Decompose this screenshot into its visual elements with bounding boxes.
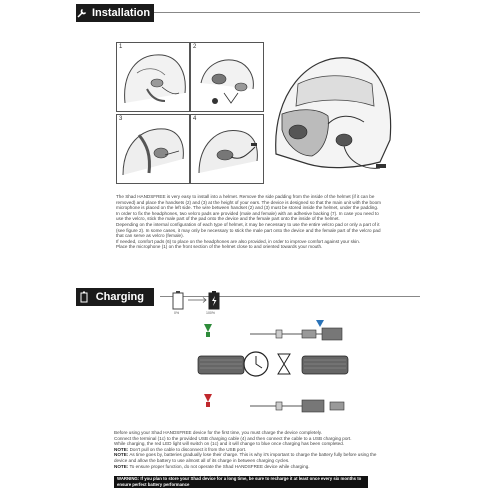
panel-number: 4 [193, 116, 197, 122]
clock-icon [244, 352, 268, 376]
install-panel-1 [116, 42, 190, 112]
wrench-icon [76, 4, 88, 22]
install-illustration-3 [117, 115, 189, 183]
install-illustration-2 [191, 43, 263, 111]
install-illustration-4 [191, 115, 263, 183]
helmet-illustration [268, 44, 398, 184]
installation-title: Installation [92, 7, 151, 19]
installation-paragraph: The Shad HANDSFREE is very easy to install into a helmet. Remove the side padding from the inside of the helmet (if it can be removed) and place the handsets (2) and (3) at the height of your ears. The device is designed so that the main unit with the boom microphone is placed on the left side. The wire between handset (2) and (3) must be stored inside the helmet, under the padding. In order to fix the headphones, two velcro pads are provided (male and female) with an adhesive backing (7). In case you need to use the velcro, stick the male part of the pad onto the device and the female part onto the inside of the helmet. [116, 194, 381, 222]
panel-number: 2 [193, 44, 197, 50]
battery-charging-icon [208, 290, 220, 310]
installation-paragraph: Depending on the internal configuration of each type of helmet, it may be necessary to use the entire velcro pad or only a part of it (see figure 2). In some cases, it may only be necessary to stick the male part onto the device and the female part of the velcro pad that can serve as velcro (female). [116, 221, 381, 239]
installation-rule [154, 12, 420, 13]
led-blue-icon [316, 320, 324, 327]
charging-note: NOTE: As time goes by, batteries gradually lose their charge. This is why it's important to charge the battery fully before using the device and allow the battery to use almost all of its charge in between charging cycles. [114, 452, 377, 463]
install-illustration-1 [117, 43, 189, 111]
install-panel-4 [190, 114, 264, 184]
battery-full-label: 100% [206, 311, 215, 315]
install-panel-2 [190, 42, 264, 112]
charging-banner [76, 288, 154, 306]
installation-text [116, 194, 382, 250]
panel-number: 3 [119, 116, 123, 122]
charging-paragraph: While charging, the red LED light will switch on (1c) and it will change to blue once charging has been completed. [114, 441, 345, 447]
charging-text [114, 430, 380, 469]
installation-paragraph: If needed, comfort pads (6) to place on the headphones are also provided, in order to improve comfort against your skin. [116, 238, 361, 244]
panel-number: 1 [119, 44, 123, 50]
device-left [198, 356, 244, 374]
arrow-right-icon [188, 297, 208, 303]
charging-title: Charging [95, 291, 144, 303]
device-right [302, 356, 348, 374]
charging-note: NOTE: To ensure proper function, do not operate the Shad HANDSFREE device while charging. [114, 463, 310, 469]
warning-bar: WARNING: If you plan to store your Shad device for a long time, be sure to recharge it at least once every six months to ensure perfect battery performance [114, 476, 368, 488]
charging-note: NOTE: Don't pull on the cable to disconnect it from the USB port. [114, 446, 247, 452]
battery-empty-label: 0% [174, 311, 180, 315]
led-green-icon [204, 324, 212, 337]
battery-icon [76, 288, 92, 306]
install-panel-3 [116, 114, 190, 184]
hourglass-icon [278, 354, 290, 374]
installation-banner [76, 4, 154, 22]
led-red-icon [204, 394, 212, 407]
charging-paragraph: Connect the terminal (1c) to the provided USB charging cable (4) and then connect the cable to a USB charging port. [114, 435, 352, 441]
charging-paragraph: Before using your Shad HANDSFREE device for the first time, you must charge the device completely. [114, 430, 323, 435]
installation-paragraph: Place the microphone (1) on the front section of the helmet close to and oriented towards your mouth. [116, 244, 323, 250]
battery-empty-icon [172, 290, 184, 310]
charging-diagram [190, 318, 370, 418]
